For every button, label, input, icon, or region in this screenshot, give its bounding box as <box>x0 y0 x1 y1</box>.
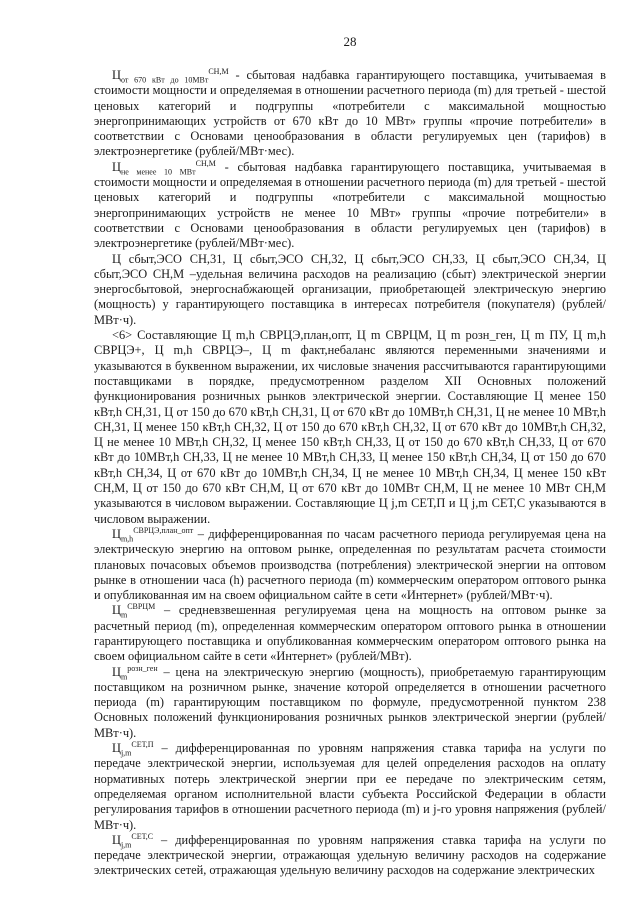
paragraph-text: - сбытовая надбавка гарантирующего поставщика, учитываемая в стоимости мощности и определяемая в отношении расчетного периода (m) для третьей - шестой ценовых категорий и подгруппы «потребители с максимальной мощностью энергопринимающих устройств не менее 10 МВт» группы «прочие потребители» в соответствии с Основами ценообразования в области регулируемых цен (тарифов) в электроэнергетике (рублей/МВт·мес). <box>94 159 606 251</box>
page-number: 28 <box>343 34 357 49</box>
formula-symbol: $Ц_{j,m}^{СЕТ,С}$ <box>112 831 154 850</box>
formula-symbol: $Ц_{m,h}^{СВРЦЭ,план\_опт}$ <box>112 525 194 544</box>
formula-symbol: $Ц_{не менее 10 МВт}^{СН,М}$ <box>112 158 216 177</box>
paragraph-svrcm <box>94 603 606 664</box>
formula-symbol: $Ц_m^{розн\_ген}$ <box>112 663 158 682</box>
paragraph-text: - сбытовая надбавка гарантирующего поставщика, учитываемая в стоимости мощности и определяемая в отношении расчетного периода (m) для третьей - шестой ценовых категорий и подгруппы «потребители с максимальной мощностью энергопринимающих устройств от 670 кВт до 10 МВт» группы «прочие потребители» в соответствии с Основами ценообразования в области регулируемых цен (тарифов) в электроэнергетике (рублей/МВт·мес). <box>94 68 607 159</box>
paragraph-svrce-plan-opt <box>94 527 606 603</box>
paragraph-note-6: <6> Составляющие Ц m,h СВРЦЭ,план,опт, Ц m СВРЦМ, Ц m розн_ген, Ц m ПУ, Ц m,h СВРЦЭ+, Ц m,h СВРЦЭ–, Ц m факт,небаланс являются переменными значениями и указываются в буквенном выражении, их числовые значения рассчитываются гарантирующими поставщиками в порядке, предусмотренном разделом XII Основных положений функционирования розничных рынков электрической энергии. Составляющие Ц менее 150 кВт,h СН,31, Ц от 150 до 670 кВт,h СН,31, Ц от 670 кВт до 10МВт,h СН,31, Ц не менее 10 МВт,h СН,31, Ц менее 150 кВт,h СН,32, Ц от 150 до 670 кВт,h СН,32, Ц от 670 кВт до 10МВт,h СН,32, Ц не менее 10 МВт,h СН,32, Ц менее 150 кВт,h СН,33, Ц от 150 до 670 кВт,h СН,33, Ц от 670 кВт до 10МВт,h СН,33, Ц не менее 10 МВт,h СН,33, Ц менее 150 кВт,h СН,34, Ц от 150 до 670 кВт,h СН,34, Ц от 670 кВт до 10МВт,h СН,34, Ц не менее 10 МВт,h СН,34, Ц менее 150 кВт СН,М, Ц от 150 до 670 кВт СН,М, Ц от 670 кВт до 10МВт СН,М, Ц не менее 10 МВт СН,М указываются в числовом выражении. Составляющие Ц j,m СЕТ,П и Ц j,m СЕТ,С указываются в числовом выражении. <box>94 328 606 526</box>
paragraph-sn-m-10mw <box>94 160 606 252</box>
paragraph-text: – средневзвешенная регулируемая цена на мощность на оптовом рынке за расчетный период (m), определенная коммерческим оператором оптового рынка в отношении гарантирующего поставщика и опубликованная коммерческим оператором оптового рынка на своем официальном сайте в сети «Интернет» (рублей/МВт). <box>94 603 606 664</box>
paragraph-text: – дифференцированная по часам расчетного периода регулируемая цена на электрическую энергию на оптовом рынке, определенная по результатам расчета стоимости плановых почасовых объемов производства (потребления) электрической энергии на оптовом рынке в отношении часа (h) расчетного периода (m) коммерческим оператором оптового рынка и опубликованная им на своем официальном сайте в сети «Интернет» (рублей/МВт·ч). <box>94 526 606 603</box>
paragraph-sbyt-eso: Ц сбыт,ЭСО СН,31, Ц сбыт,ЭСО СН,32, Ц сбыт,ЭСО СН,33, Ц сбыт,ЭСО СН,34, Ц сбыт,ЭСО СН,М –удельная величина расходов на реализацию (сбыт) электрической энергии энергосбытовой, энергоснабжающей организации, приобретающей электрическую энергию (мощность) у гарантирующего поставщика в интересах потребителя (покупателя) (рублей/МВт·ч). <box>94 251 606 327</box>
paragraph-text: – дифференцированная по уровням напряжения ставка тарифа на услуги по передаче электрической энергии, используемая для целей определения расходов на оплату нормативных потерь электрической энергии при ее передаче по электрическим сетям, определяемая органом исполнительной власти субъекта Российской Федерации в области регулирования тарифов в отношении расчетного периода (m) и j-го уровня напряжения (рублей/МВт·ч). <box>94 741 606 832</box>
formula-symbol: $Ц_m^{СВРЦМ}$ <box>112 602 156 620</box>
paragraph-sn-m-670 <box>94 68 606 160</box>
paragraph-text: – цена на электрическую энергию (мощность), приобретаемую гарантирующим поставщиком на розничном рынке, значение которой определяется в отношении расчетного периода (m) гарантирующим поставщиком по формуле, предусмотренной пунктом 238 Основных положений функционирования розничных рынков электрической энергии (рублей/МВт·ч). <box>94 664 606 740</box>
paragraph-set-p <box>94 741 606 833</box>
paragraph-set-s <box>94 833 606 879</box>
paragraph-rozn-gen <box>94 665 606 741</box>
formula-symbol: $Ц_{j,m}^{СЕТ,П}$ <box>112 739 154 758</box>
formula-symbol: $Ц_{от 670 кВт до 10МВт}^{СН,М}$ <box>112 66 229 85</box>
paragraph-text: – дифференцированная по уровням напряжения ставка тарифа на услуги по передаче электрической энергии, отражающая удельную величину расходов на содержание электрических сетей, отражающая удельную величину расходов на содержание электрических <box>94 832 606 878</box>
